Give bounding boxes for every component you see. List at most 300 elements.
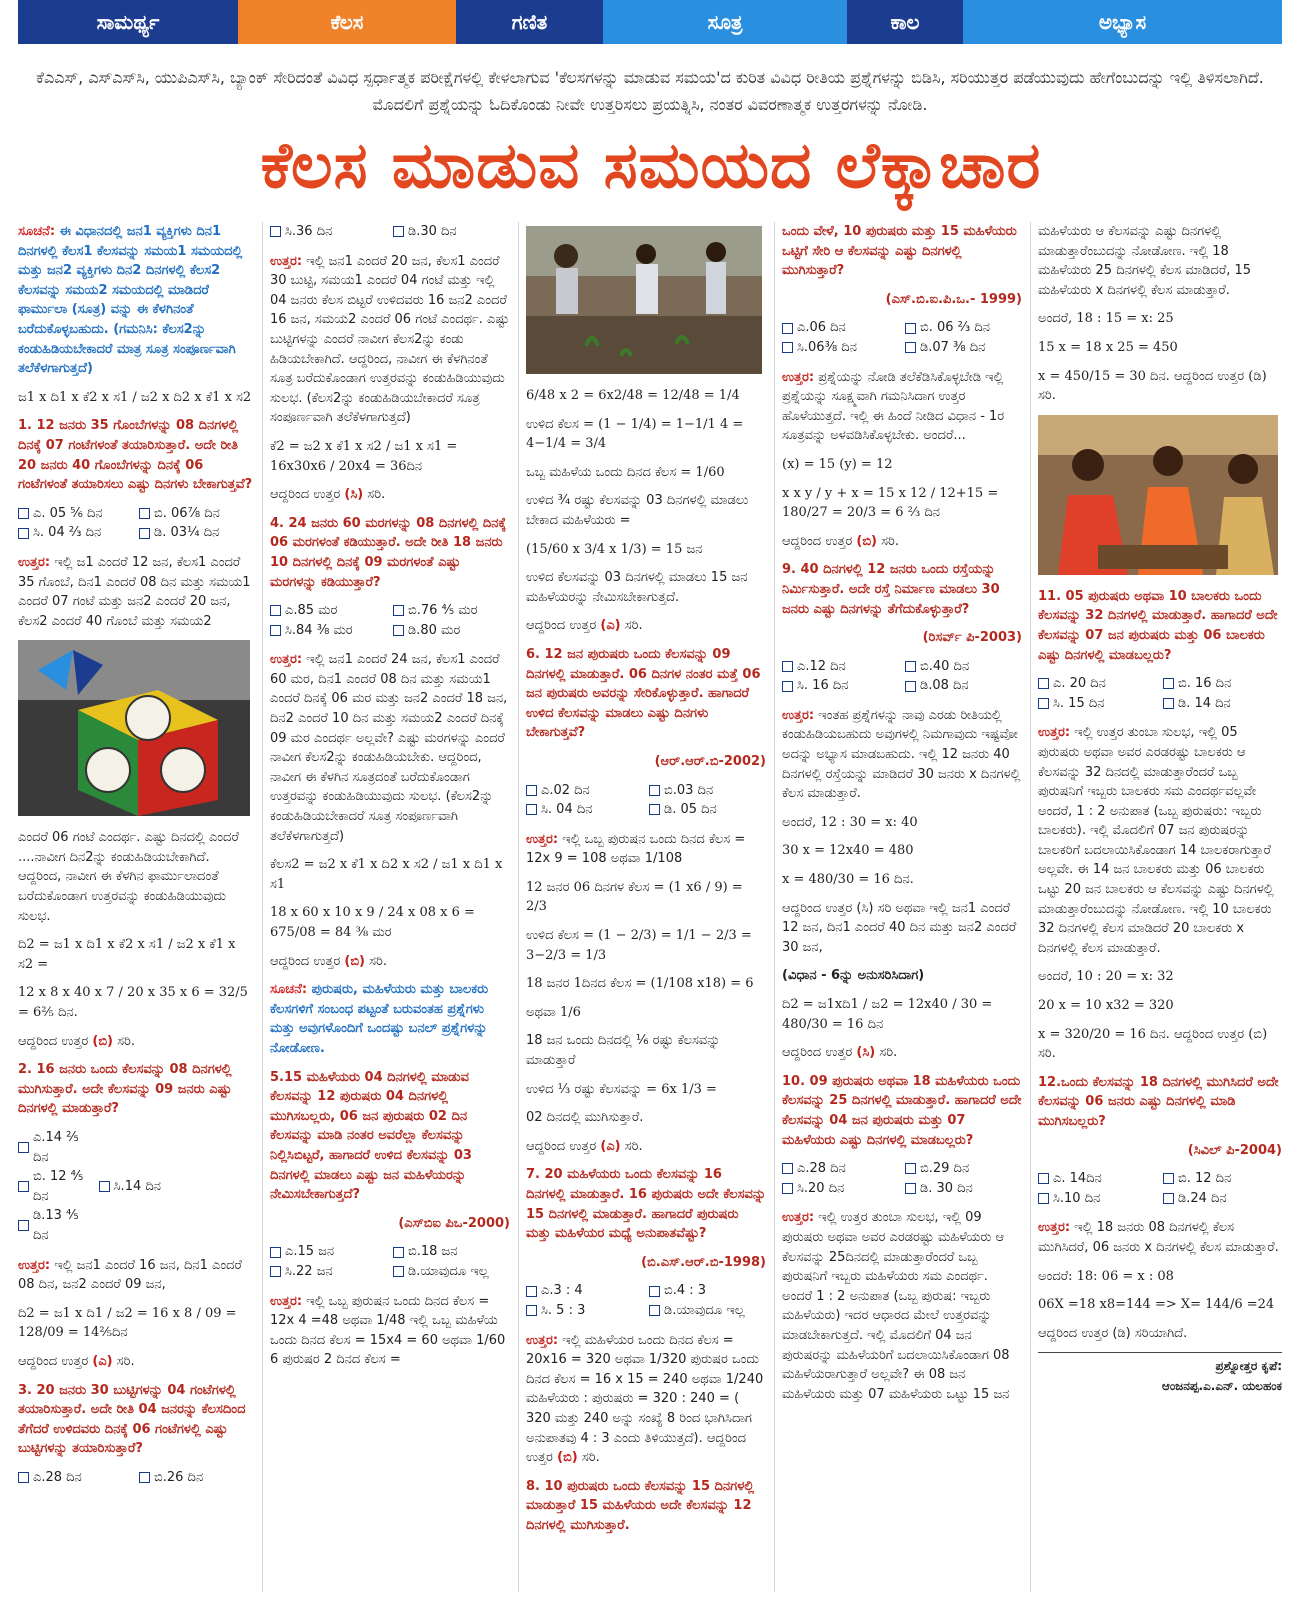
option-label: ಬಿ. 12 ದಿನ <box>1178 1171 1232 1187</box>
question-2: 2. 16 ಜನರು ಒಂದು ಕೆಲಸವನ್ನು 08 ದಿನಗಳಲ್ಲಿ ಮುಗಿಸುತ್ತಾರೆ. ಅದೇ ಕೆಲಸವನ್ನು 09 ಜನರು ಎಷ್ಟು ದಿನಗಳಲ್ಲಿ ಮಾಡುತ್ತಾರೆ? <box>18 1062 232 1117</box>
column-3 <box>526 222 766 1592</box>
answer-text: ಆದ್ದರಿಂದ ಉತ್ತರ (ಸಿ) ಸರಿ ಅಥವಾ ಇಲ್ಲಿ ಜನ1 ಎಂದರೆ 12 ಜನ, ದಿನ1 ಎಂದರೆ 40 ದಿನ ಮತ್ತು ಜನ2 ಎಂದರೆ 30 ಜನ, <box>782 900 1017 955</box>
equation: ಅಥವಾ 1/6 <box>526 1004 581 1020</box>
option-label: ಸಿ. 16 ದಿನ <box>797 678 849 694</box>
option-a[interactable] <box>526 781 643 801</box>
question-6: 6. 12 ಜನ ಪುರುಷರು ಒಂದು ಕೆಲಸವನ್ನು 09 ದಿನಗಳಲ್ಲಿ ಮಾಡುತ್ತಾರೆ. 06 ದಿನಗಳ ನಂತರ ಮತ್ತೆ 06 ಜನ ಪುರುಷರು ಅವರನ್ನು ಸೇರಿಕೊಳ್ಳುತ್ತಾರೆ. ಹಾಗಾದರೆ ಉಳಿದ ಕೆಲಸವನ್ನು ಮಾಡಲು ಎಷ್ಟು ದಿನಗಳು ಬೇಕಾಗುತ್ತವೆ? <box>526 646 761 741</box>
equation: (15/60 x 3/4 x 1/3) = 15 ಜನ <box>526 541 703 557</box>
option-label: ಎ.14 ⅖ ದಿನ <box>33 1130 79 1165</box>
question-source: (ಎಸ್.ಬಿ.ಐ.ಪಿ.ಒ.- 1999) <box>885 291 1022 307</box>
option-label: ಡಿ.ಯಾವುದೂ ಇಲ್ಲ <box>664 1302 745 1318</box>
option-d[interactable] <box>905 1179 1022 1199</box>
answer-text: ಆದ್ದರಿಂದ ಉತ್ತರ <box>270 953 341 969</box>
option-label: ಎ.02 ದಿನ <box>541 782 590 798</box>
answer-text: ಇಲ್ಲಿ ಜನ1 ಎಂದರೆ 16 ಜನ, ದಿನ1 ಎಂದರೆ 08 ದಿನ, ಜನ2 ಎಂದರೆ 09 ಜನ, <box>18 1257 242 1293</box>
option-a[interactable] <box>782 318 899 338</box>
equation: 12 ಜನರ 06 ದಿನಗಳ ಕೆಲಸ = (1 x6 / 9) = 2/3 <box>526 879 743 915</box>
option-d[interactable] <box>393 1262 510 1282</box>
equation: 18 x 60 x 10 x 9 / 24 x 08 x 6 = 675/08 = 84 ⅜ ಮರ <box>270 905 475 940</box>
tab-label: ಗಣಿತ <box>511 10 548 34</box>
option-label: ಬಿ.03 ದಿನ <box>664 782 714 798</box>
options-q9 <box>782 657 1022 696</box>
answer-label: ಉತ್ತರ: <box>782 707 815 723</box>
option-label: ಸಿ. 04 ದಿನ <box>541 802 593 818</box>
checkbox-icon <box>99 1181 110 1192</box>
answer-text: ಇಲ್ಲಿ ಉತ್ತರ ತುಂಬಾ ಸುಲಭ, ಇಲ್ಲಿ 05 ಪುರುಷರು ಅಥವಾ ಅವರ ಎರಡರಷ್ಟು ಬಾಲಕರು ಆ ಕೆಲಸವನ್ನು 32 ದಿನದಲ್ಲಿ ಮಾಡುತ್ತಾರೆಂದರೆ ಒಬ್ಬ ಪುರುಷನಿಗೆ ಇಬ್ಬರು ಬಾಲಕರು ಸಮ ಎಂದರ್ಥವಲ್ಲವೇ ಅಂದರೆ, 1 : 2 ಅನುಪಾತ (ಒಬ್ಬ ಪುರುಷರು: ಇಬ್ಬರು ಬಾಲಕರು). ಇಲ್ಲಿ ಮೊದಲಿಗೆ 07 ಜನ ಪುರುಷರನ್ನು ಬಾಲಕರಿಗೆ ಬದಲಾಯಿಸಿಕೊಂಡಾಗ 14 ಬಾಲಕರಾಗುತ್ತಾರೆ ಅಲ್ಲವೇ. ಈ 14 ಜನ ಬಾಲಕರು ಮತ್ತು 06 ಬಾಲಕರು ಒಟ್ಟು 20 ಜನ ಬಾಲಕರು ಆ ಕೆಲಸವನ್ನು ಎಷ್ಟು ದಿನಗಳಲ್ಲಿ ಮಾಡುತ್ತಾರೆಂಬುದನ್ನು ನೋಡೋಣ. ಇಲ್ಲಿ 10 ಬಾಲಕರು 32 ದಿನಗಳಲ್ಲಿ ಕೆಲಸ ಮಾಡಿದರೆ 20 ಬಾಲಕರು x ದಿನಗಳಲ್ಲಿ ಕೆಲಸ ಮಾಡುತ್ತಾರೆ. <box>1038 725 1274 956</box>
option-label: ಡಿ.08 ದಿನ <box>920 678 969 694</box>
option-b[interactable] <box>649 1281 766 1301</box>
option-label: ಬಿ. 06⅞ ದಿನ <box>154 505 220 521</box>
equation: ದಿ2 = ಜ1 x ದಿ1 / ಜ2 = 16 x 8 / 09 = 128/09 = 14⅖ದಿನ <box>18 1305 237 1341</box>
answer-10 <box>782 1208 1022 1404</box>
answer-conclusion: ಆದ್ದರಿಂದ ಉತ್ತರ (ಸಿ) ಸರಿ. <box>782 1045 898 1061</box>
question-10: 10. 09 ಪುರುಷರು ಅಥವಾ 18 ಮಹಿಳೆಯರು ಒಂದು ಕೆಲಸವನ್ನು 25 ದಿನಗಳಲ್ಲಿ ಮಾಡುತ್ತಾರೆ. ಹಾಗಾದರೆ ಅದೇ ಕೆಲಸವನ್ನು 04 ಜನ ಪುರುಷರು ಮತ್ತು 07 ಮಹಿಳೆಯರು ಎಷ್ಟು ದಿನಗಳಲ್ಲಿ ಮಾಡಬಲ್ಲರು? <box>782 1073 1022 1148</box>
option-label: ಎ. 20 ದಿನ <box>1053 676 1106 692</box>
option-label: ಡಿ.30 ದಿನ <box>408 224 457 239</box>
checkbox-icon <box>1163 1193 1174 1204</box>
checkbox-icon <box>782 342 793 353</box>
question-source: (ರಿಸರ್ವ್ ಪಿ-2003) <box>922 630 1022 646</box>
answer-conclusion: ಆದ್ದರಿಂದ ಉತ್ತರ (ಎ) ಸರಿ. <box>18 1353 135 1369</box>
equation: (x) = 15 (y) = 12 <box>782 456 893 472</box>
option-label: ಸಿ.14 ದಿನ <box>113 1178 161 1194</box>
answer-text: ಪ್ರಶ್ನೆಯನ್ನು ನೋಡಿ ತಲೆಕೆಡಿಸಿಕೊಳ್ಳಬೇಡಿ ಇಲ್ಲಿ ಪ್ರಶ್ನೆಯನ್ನು ಸೂಕ್ಷ್ಮವಾಗಿ ಗಮನಿಸಿದಾಗ ಉತ್ತರ ಹೊಳೆಯುತ್ತದೆ. ಇಲ್ಲಿ ಈ ಹಿಂದೆ ನೀಡಿದ ವಿಧಾನ - 1ರ ಸೂತ್ರವನ್ನು ಅಳವಡಿಸಿಕೊಳ್ಳಬೇಕು. ಅಂದರೆ... <box>782 369 1005 444</box>
question-11: 11. 05 ಪುರುಷರು ಅಥವಾ 10 ಬಾಲಕರು ಒಂದು ಕೆಲಸವನ್ನು 32 ದಿನಗಳಲ್ಲಿ ಮಾಡುತ್ತಾರೆ. ಹಾಗಾದರೆ ಅದೇ ಕೆಲಸವನ್ನು 07 ಜನ ಪುರುಷರು ಮತ್ತು 06 ಬಾಲಕರು ಎಷ್ಟು ದಿನಗಳಲ್ಲಿ ಮಾಡಬಲ್ಲರು? <box>1038 588 1278 663</box>
question-8-cont: ಒಂದು ವೇಳೆ, 10 ಪುರುಷರು ಮತ್ತು 15 ಮಹಿಳೆಯರು ಒಟ್ಟಿಗೆ ಸೇರಿ ಆ ಕೆಲಸವನ್ನು ಎಷ್ಟು ದಿನಗಳಲ್ಲಿ ಮುಗಿಸುತ್ತಾರೆ? <box>782 224 1017 279</box>
note-paragraph <box>270 980 510 1058</box>
option-c[interactable] <box>526 800 643 820</box>
answer-letter: (ಬಿ) <box>344 953 365 969</box>
option-spacer <box>179 1128 254 1167</box>
answer-label: ಉತ್ತರ: <box>18 1257 51 1273</box>
option-d[interactable] <box>905 338 1022 358</box>
answer-text: ಆದ್ದರಿಂದ ಉತ್ತರ <box>782 1045 853 1061</box>
checkbox-icon <box>1038 678 1049 689</box>
checkbox-icon <box>270 226 281 237</box>
answer-text: 18 ಜನ ಒಂದು ದಿನದಲ್ಲಿ ⅙ ರಷ್ಟು ಕೆಲಸವನ್ನು ಮಾಡುತ್ತಾರೆ <box>526 1033 721 1069</box>
checkbox-icon <box>526 1286 537 1297</box>
option-d[interactable] <box>649 1301 766 1321</box>
option-b[interactable] <box>18 1167 93 1206</box>
option-d[interactable] <box>393 222 510 242</box>
clock-cube-image <box>18 640 250 816</box>
answer-1 <box>18 553 254 631</box>
option-label: ಡಿ. 05 ದಿನ <box>664 802 717 818</box>
answer-text: ಇಲ್ಲಿ ಜನ1 ಎಂದರೆ 24 ಜನ, ಕೆಲಸ1 ಎಂದರೆ 60 ಮರ, ದಿನ1 ಎಂದರೆ 08 ದಿನ ಮತ್ತು ಸಮಯ1 ಎಂದರೆ ದಿನಕ್ಕೆ 06 ಮರ ಮತ್ತು ಜನ2 ಎಂದರೆ 18 ಜನ, ದಿನ2 ಎಂದರೆ 10 ದಿನ ಮತ್ತು ಸಮಯ2 ಎಂದರೆ ದಿನಕ್ಕೆ 09 ಮರ ಎಂದರ್ಥ ಅಲ್ಲವೇ? ಎಷ್ಟು ಮರಗಳನ್ನು ಎಂದರೆ ನಾವೀಗ ಕೆಲಸ2ನ್ನು ಕಂಡುಹಿಡಿಯಬೇಕು. ಆದ್ದರಿಂದ, ನಾವೀಗ ಈ ಕೆಳಗಿನ ಸೂತ್ರದಂತೆ ಬರೆದುಕೊಂಡಾಗ ಉತ್ತರವನ್ನು ಕಂಡುಹಿಡಿಯುವುದು ಸುಲಭ. (ಕೆಲಸ2ನ್ನು ಕಂಡುಹಿಡಿಯಬೇಕಾದರೆ ಸೂತ್ರ ಸಂಪೂರ್ಣವಾಗಿ ತಲೆಕೆಳಗಾಗುತ್ತದೆ) <box>270 652 508 844</box>
answer-3 <box>270 252 510 428</box>
tab-kelasa <box>238 0 456 44</box>
option-label: ಎ.85 ಮರ <box>285 603 338 619</box>
checkbox-icon <box>782 323 793 334</box>
gardening-photo <box>526 226 762 374</box>
option-a[interactable] <box>270 601 387 621</box>
option-b[interactable] <box>393 601 510 621</box>
option-label: ಸಿ.22 ಜನ <box>285 1263 333 1279</box>
option-b[interactable] <box>1163 1169 1282 1189</box>
option-label: ಎ.28 ದಿನ <box>797 1161 846 1177</box>
checkbox-icon <box>18 508 29 519</box>
option-d[interactable] <box>139 523 254 543</box>
options-q6 <box>526 781 766 820</box>
column-divider <box>262 222 263 1592</box>
equation: ಅಂದರೆ, 12 : 30 = x: 40 <box>782 814 918 830</box>
checkbox-icon <box>905 661 916 672</box>
equation: ಅಂದರೆ: 18: 06 = x : 08 <box>1038 1268 1174 1284</box>
checkbox-icon <box>18 1142 29 1153</box>
checkbox-icon <box>270 605 281 616</box>
answer-label: ಉತ್ತರ: <box>1038 1220 1071 1236</box>
checkbox-icon <box>270 625 281 636</box>
option-b[interactable] <box>905 1159 1022 1179</box>
tab-label: ಸೂತ್ರ <box>707 10 743 34</box>
checkbox-icon <box>18 1220 29 1231</box>
option-a[interactable] <box>18 504 133 524</box>
option-label: ಸಿ. 15 ದಿನ <box>1053 695 1105 711</box>
equation: ಅಂದರೆ, 10 : 20 = x: 32 <box>1038 969 1174 985</box>
option-a[interactable] <box>782 1159 899 1179</box>
equation: ಉಳಿದ ⅓ ರಷ್ಟು ಕೆಲಸವನ್ನು = 6x 1/3 = <box>526 1081 717 1097</box>
option-label: ಬಿ. 12 ⅘ ದಿನ <box>33 1169 84 1204</box>
option-label: ಸಿ.36 ದಿನ <box>285 224 333 239</box>
answer-letter: (ಬಿ) <box>856 533 877 549</box>
question-12: 12.ಒಂದು ಕೆಲಸವನ್ನು 18 ದಿನಗಳಲ್ಲಿ ಮುಗಿಸಿದರೆ ಅದೇ ಕೆಲಸವನ್ನು 06 ಜನರು ಎಷ್ಟು ದಿನಗಳಲ್ಲಿ ಮಾಡಿ ಮುಗಿಸಬಲ್ಲರು? <box>1038 1074 1279 1129</box>
answer-label: ಉತ್ತರ: <box>526 831 559 847</box>
equation: ಕೆ2 = ಜ2 x ಕೆ1 x ಸ2 / ಜ1 x ಸ1 = 16x30x6 / 20x4 = 36ದಿನ <box>270 438 458 474</box>
option-label: ಬಿ.26 ದಿನ <box>154 1469 204 1485</box>
note-paragraph <box>18 222 254 379</box>
checkbox-icon <box>270 1247 281 1258</box>
equation: x = 480/30 = 16 ದಿನ. <box>782 872 914 888</box>
column-1 <box>18 222 254 1592</box>
answer-4 <box>270 650 510 846</box>
option-d[interactable] <box>905 676 1022 696</box>
tab-kaala <box>847 0 963 44</box>
question-source: (ಬಿ.ಎಸ್.ಆರ್.ಬಿ-1998) <box>641 1254 766 1270</box>
option-label: ಡಿ. 14 ದಿನ <box>1178 695 1231 711</box>
equation: ದಿ2 = ಜ1xದಿ1 / ಜ2 = 12x40 / 30 = 480/30 = 16 ದಿನ <box>782 997 993 1032</box>
option-a[interactable] <box>1038 674 1157 694</box>
option-label: ಡಿ.13 ⅘ ದಿನ <box>33 1208 79 1243</box>
option-b[interactable] <box>905 318 1022 338</box>
checkbox-icon <box>139 528 150 539</box>
option-spacer <box>179 1167 254 1206</box>
answer-label: ಉತ್ತರ: <box>526 1332 559 1348</box>
options-q3 <box>18 1468 254 1488</box>
answer-8 <box>782 368 1022 446</box>
options-q2 <box>18 1128 254 1246</box>
answer-text: ಇಲ್ಲಿ ಜನ1 ಎಂದರೆ 20 ಜನ, ಕೆಲಸ1 ಎಂದರೆ 30 ಬುಟ್ಟಿ, ಸಮಯ1 ಎಂದರೆ 04 ಗಂಟೆ ಮತ್ತು ಇಲ್ಲಿ 04 ಜನರು ಕೆಲಸ ಬಿಟ್ಟರೆ ಉಳಿದವರು 16 ಜನ2 ಎಂದರೆ 16 ಜನ, ಸಮಯ2 ಎಂದರೆ 06 ಗಂಟೆ ಎಂದರ್ಥ. ಎಷ್ಟು ಬುಟ್ಟಿಗಳನ್ನು ಎಂದರೆ ನಾವೀಗ ಕೆಲಸ2ನ್ನು ಕಂಡು ಹಿಡಿಯಬೇಕಾಗಿದೆ. ಆದ್ದರಿಂದ, ನಾವೀಗ ಈ ಕೆಳಗಿನಂತೆ ಸೂತ್ರ ಬರೆದುಕೊಂಡಾಗ ಉತ್ತರವನ್ನು ಕಂಡುಹಿಡಿಯುವುದು ಸುಲಭ. (ಕೆಲಸ2ನ್ನು ಕಂಡುಹಿಡಿಯಬೇಕಾದರೆ ಸೂತ್ರ ಸಂಪೂರ್ಣವಾಗಿ ತಲೆಕೆಳಗಾಗುತ್ತದೆ) <box>270 253 510 426</box>
tab-sutra <box>603 0 847 44</box>
checkbox-icon <box>270 1266 281 1277</box>
equation: x = 450/15 = 30 ದಿನ. ಆದ್ದರಿಂದ ಉತ್ತರ (ಡಿ) ಸರಿ. <box>1038 368 1267 404</box>
credit-block <box>1038 1352 1282 1396</box>
answer-letter: (ಎ) <box>92 1353 113 1369</box>
answer-text: ಇಲ್ಲಿ ಮಹಿಳೆಯರ ಒಂದು ದಿನದ ಕೆಲಸ = 20x16 = 320 ಅಥವಾ 1/320 ಪುರುಷರ ಒಂದು ದಿನದ ಕೆಲಸ = 16 x 15 = 240 ಅಥವಾ 1/240 ಮಹಿಳೆಯರು : ಪುರುಷರು = 320 : 240 = ( 320 ಮತ್ತು 240 ಅನ್ನು ಸಂಖ್ಯೆ 8 ರಿಂದ ಭಾಗಿಸಿದಾಗ ಅನುಪಾತವು 4 : 3 ಎಂದು ತಿಳಿಯುತ್ತದೆ). ಆದ್ದರಿಂದ ಉತ್ತರ <box>526 1332 764 1466</box>
option-d[interactable] <box>1163 694 1282 714</box>
question-source: (ಆರ್.ಆರ್.ಬಿ-2002) <box>654 753 766 769</box>
option-d[interactable] <box>1163 1189 1282 1209</box>
equation: ಉಳಿದ ಕೆಲಸ = (1 − 1/4) = 1−1/1 4 = 4−1/4 = 3/4 <box>526 416 744 452</box>
equation: 12 x 8 x 40 x 7 / 20 x 35 x 6 = 32/5 = 6⅖ ದಿನ. <box>18 985 248 1021</box>
checkbox-icon <box>526 804 537 815</box>
answer-text: ಉಳಿದ ಕೆಲಸವನ್ನು 03 ದಿನಗಳಲ್ಲಿ ಮಾಡಲು 15 ಜನ ಮಹಿಳೆಯರನ್ನು ನೇಮಿಸಬೇಕಾಗುತ್ತದೆ. <box>526 570 748 605</box>
checkbox-icon <box>393 625 404 636</box>
answer-letter: (ಎ) <box>600 1138 621 1154</box>
checkbox-icon <box>139 1472 150 1483</box>
answer-label: ಉತ್ತರ: <box>270 652 303 668</box>
question-4: 4. 24 ಜನರು 60 ಮರಗಳನ್ನು 08 ದಿನಗಳಲ್ಲಿ ದಿನಕ್ಕೆ 06 ಮರಗಳಂತೆ ಕಡಿಯುತ್ತಾರೆ. ಅದೇ ರೀತಿ 18 ಜನರು 10 ದಿನಗಳಲ್ಲಿ ದಿನಕ್ಕೆ 09 ಮರಗಳಂತೆ ಎಷ್ಟು ಮರಗಳನ್ನು ಕಡಿಯುತ್ತಾರೆ? <box>270 515 507 590</box>
option-a[interactable] <box>1038 1169 1157 1189</box>
option-d[interactable] <box>393 621 510 641</box>
option-label: ಬಿ.40 ದಿನ <box>920 658 970 674</box>
checkbox-icon <box>526 785 537 796</box>
equation: ದಿ2 = ಜ1 x ದಿ1 x ಕೆ2 x ಸ1 / ಜ2 x ಕೆ1 x ಸ2 = <box>18 937 236 972</box>
option-label: ಬಿ.18 ಜನ <box>408 1244 458 1260</box>
checkbox-icon <box>905 342 916 353</box>
checkbox-icon <box>393 1266 404 1277</box>
option-label: ಸಿ. 5 : 3 <box>541 1302 586 1318</box>
checkbox-icon <box>649 785 660 796</box>
option-label: ಸಿ.06⅜ ದಿನ <box>797 339 857 355</box>
credit-name: ಆಂಜನಪ್ಪ.ಎ.ಎನ್. ಯಲಹಂಕ <box>1161 1378 1282 1393</box>
option-c[interactable] <box>99 1167 174 1206</box>
checkbox-icon <box>905 1183 916 1194</box>
question-source: (ಸಿವಿಲ್ ಪಿ-2004) <box>1187 1142 1282 1158</box>
answer-text: ಆದ್ದರಿಂದ ಉತ್ತರ <box>18 1353 89 1369</box>
column-4 <box>782 222 1022 1592</box>
equation: 15 x = 18 x 25 = 450 <box>1038 339 1178 355</box>
checkbox-icon <box>905 1163 916 1174</box>
equation: ಕೆಲಸ2 = ಜ2 x ಕೆ1 x ದಿ2 x ಸ2 / ಜ1 x ದಿ1 x ಸ1 <box>270 857 503 892</box>
checkbox-icon <box>18 1472 29 1483</box>
answer-label: ಉತ್ತರ: <box>782 1210 815 1226</box>
option-label: ಸಿ.84 ⅜ ಮರ <box>285 622 353 638</box>
options-q11 <box>1038 674 1282 713</box>
checkbox-icon <box>18 528 29 539</box>
answer-text: ಮಹಿಳೆಯರು ಆ ಕೆಲಸವನ್ನು ಎಷ್ಟು ದಿನಗಳಲ್ಲಿ ಮಾಡುತ್ತಾರೆಂಬುದನ್ನು ನೋಡೋಣ. ಇಲ್ಲಿ 18 ಮಹಿಳೆಯರು 25 ದಿನಗಳಲ್ಲಿ ಕೆಲಸ ಮಾಡಿದರೆ, 15 ಮಹಿಳೆಯರು x ದಿನಗಳಲ್ಲಿ ಕೆಲಸ ಮಾಡುತ್ತಾರೆ. <box>1038 224 1252 298</box>
question-3: 3. 20 ಜನರು 30 ಬುಟ್ಟಿಗಳನ್ನು 04 ಗಂಟೆಗಳಲ್ಲಿ ತಯಾರಿಸುತ್ತಾರೆ. ಅದೇ ರೀತಿ 04 ಜನರನ್ನು ಕೆಲಸದಿಂದ ತೆಗೆದರೆ ಉಳಿದವರು ದಿನಕ್ಕೆ 06 ಗಂಟೆಗಳಲ್ಲಿ ಎಷ್ಟು ಬುಟ್ಟಿಗಳನ್ನು ತಯಾರಿಸುತ್ತಾರೆ? <box>18 1382 246 1457</box>
checkbox-icon <box>1163 698 1174 709</box>
options-q5 <box>270 1242 510 1281</box>
formula: ಜ1 x ದಿ1 x ಕೆ2 x ಸ1 / ಜ2 x ದಿ2 x ಕೆ1 x ಸ2 <box>18 389 252 405</box>
question-9: 9. 40 ದಿನಗಳಲ್ಲಿ 12 ಜನರು ಒಂದು ರಸ್ತೆಯನ್ನು ನಿರ್ಮಿಸುತ್ತಾರೆ. ಅದೇ ರಸ್ತೆ ನಿರ್ಮಾಣ ಮಾಡಲು 30 ಜನರು ಎಷ್ಟು ದಿನಗಳನ್ನು ತೆಗೆದುಕೊಳ್ಳುತ್ತಾರೆ? <box>782 562 1000 617</box>
option-c[interactable] <box>270 621 387 641</box>
checkbox-icon <box>1038 1173 1049 1184</box>
answer-2 <box>18 1256 254 1295</box>
checkbox-icon <box>905 681 916 692</box>
options-q10 <box>782 1159 1022 1198</box>
column-divider <box>518 222 519 1592</box>
note-text: ಪುರುಷರು, ಮಹಿಳೆಯರು ಮತ್ತು ಬಾಲಕರು ಕೆಲಸಗಳಿಗೆ ಸಂಬಂಧ ಪಟ್ಟಂತೆ ಬರುವಂತಹ ಪ್ರಶ್ನೆಗಳು ಮತ್ತು ಅವುಗಳೊಂದಿಗೆ ಒಂದಷ್ಟು ಬನಲ್ ಪ್ರಶ್ನೆಗಳನ್ನು ನೋಡೋಣ. <box>270 982 489 1056</box>
answer-text: ಆದ್ದರಿಂದ ಉತ್ತರ <box>18 1033 89 1049</box>
option-a[interactable] <box>782 657 899 677</box>
answer-text: ಆದ್ದರಿಂದ ಉತ್ತರ <box>782 533 853 549</box>
answer-text: ಇಲ್ಲಿ ಒಬ್ಬ ಪುರುಷನ ಒಂದು ದಿನದ ಕೆಲಸ = 12x 9 = 108 ಅಥವಾ 1/108 <box>526 831 746 867</box>
options-q12 <box>1038 1169 1282 1208</box>
answer-label: ಉತ್ತರ: <box>270 1293 303 1309</box>
answer-conclusion: ಆದ್ದರಿಂದ ಉತ್ತರ (ಬಿ) ಸರಿ. <box>270 953 388 969</box>
answer-6 <box>526 830 766 869</box>
answer-9 <box>782 706 1022 804</box>
answer-text: ಉಳಿದ ¾ ರಷ್ಟು ಕೆಲಸವನ್ನು 03 ದಿನಗಳಲ್ಲಿ ಮಾಡಲು ಬೇಕಾದ ಮಹಿಳೆಯರು = <box>526 493 749 528</box>
option-c[interactable] <box>782 1179 899 1199</box>
section-tab-bar <box>18 0 1282 44</box>
answer-conclusion: ಆದ್ದರಿಂದ ಉತ್ತರ (ಬಿ) ಸರಿ. <box>782 533 900 549</box>
checkbox-icon <box>18 1181 29 1192</box>
answer-11 <box>1038 723 1282 958</box>
checkbox-icon <box>1038 1193 1049 1204</box>
checkbox-icon <box>782 1163 793 1174</box>
answer-text: ಆದ್ದರಿಂದ ಉತ್ತರ <box>526 1138 597 1154</box>
option-b[interactable] <box>905 657 1022 677</box>
answer-letter: (ಸಿ) <box>344 487 364 503</box>
option-b[interactable] <box>1163 674 1282 694</box>
options-q1 <box>18 504 254 543</box>
tab-abhyasa <box>963 0 1282 44</box>
answer-5 <box>270 1292 510 1370</box>
equation: x = 320/20 = 16 ದಿನ. ಆದ್ದರಿಂದ ಉತ್ತರ (ಬಿ) ಸರಿ. <box>1038 1026 1268 1062</box>
option-label: ಸಿ. 04 ⅔ ದಿನ <box>33 525 102 541</box>
question-1: 1. 12 ಜನರು 35 ಗೊಂಬೆಗಳನ್ನು 08 ದಿನಗಳಲ್ಲಿ ದಿನಕ್ಕೆ 07 ಗಂಟೆಗಳಂತೆ ತಯಾರಿಸುತ್ತಾರೆ. ಅದೇ ರೀತಿ 20 ಜನರು 40 ಗೊಂಬೆಗಳನ್ನು ದಿನಕ್ಕೆ 06 ಗಂಟೆಗಳಂತೆ ತಯಾರಿಸಲು ಎಷ್ಟು ದಿನಗಳು ಬೇಕಾಗುತ್ತವೆ? <box>18 418 253 493</box>
option-c[interactable] <box>18 523 133 543</box>
question-8: 8. 10 ಪುರುಷರು ಒಂದು ಕೆಲಸವನ್ನು 15 ದಿನಗಳಲ್ಲಿ ಮಾಡುತ್ತಾರೆ 15 ಮಹಿಳೆಯರು ಅದೇ ಕೆಲಸವನ್ನು 12 ದಿನಗಳಲ್ಲಿ ಮುಗಿಸುತ್ತಾರೆ. <box>526 1478 755 1533</box>
option-label: ಎ. 14ದಿನ <box>1053 1171 1102 1187</box>
option-label: ಡಿ. 03¼ ದಿನ <box>154 525 220 541</box>
option-label: ಡಿ.24 ದಿನ <box>1178 1190 1227 1206</box>
option-label: ಸಿ.20 ದಿನ <box>797 1180 845 1196</box>
option-c[interactable] <box>782 676 899 696</box>
answer-text: ಇಲ್ಲಿ ಉತ್ತರ ತುಂಬಾ ಸುಲಭ, ಇಲ್ಲಿ 09 ಪುರುಷರು ಅಥವಾ ಅವರ ಎರಡರಷ್ಟು ಮಹಿಳೆಯರು ಆ ಕೆಲಸವನ್ನು 25ದಿನದಲ್ಲಿ ಮಾಡುತ್ತಾರೆಂದರೆ ಒಬ್ಬ ಪುರುಷನಿಗೆ ಇಬ್ಬರು ಮಹಿಳೆಯರು ಸಮ ಎಂದರ್ಥ. ಅಂದರೆ 1 : 2 ಅನುಪಾತ (ಒಬ್ಬ ಪುರುಷ: ಇಬ್ಬರು ಮಹಿಳೆಯರು) ಇದರ ಆಧಾರದ ಮೇಲೆ ಉತ್ತರವನ್ನು ಮಾಡಬೇಕಾಗುತ್ತದೆ. ಇಲ್ಲಿ ಮೊದಲಿಗೆ 04 ಜನ ಪುರುಷರನ್ನು ಮಹಿಳೆಯರಿಗೆ ಬದಲಾಯಿಸಿಕೊಂಡಾಗ 08 ಮಹಿಳೆಯರಾಗುತ್ತಾರೆ ಅಲ್ಲವೇ? ಈ 08 ಜನ ಮಹಿಳೆಯರು ಮತ್ತು 07 ಮಹಿಳೆಯರು ಒಟ್ಟು 15 ಜನ <box>782 1210 1010 1402</box>
checkbox-icon <box>905 323 916 334</box>
checkbox-icon <box>139 508 150 519</box>
tab-label: ಸಾಮರ್ಥ್ಯ <box>96 10 160 34</box>
checkbox-icon <box>649 1305 660 1316</box>
option-c[interactable] <box>270 1262 387 1282</box>
page-headline: ಕೆಲಸ ಮಾಡುವ ಸಮಯದ ಲೆಕ್ಕಾಚಾರ <box>260 128 1042 203</box>
equation: 30 x = 12x40 = 480 <box>782 843 914 859</box>
answer-text: ಇಲ್ಲಿ 18 ಜನರು 08 ದಿನಗಳಲ್ಲಿ ಕೆಲಸ ಮುಗಿಸಿದರೆ, 06 ಜನರು x ದಿನಗಳಲ್ಲಿ ಕೆಲಸ ಮಾಡುತ್ತಾರೆ. <box>1038 1220 1279 1255</box>
column-2 <box>270 222 510 1592</box>
option-c[interactable] <box>782 338 899 358</box>
checkbox-icon <box>649 804 660 815</box>
tab-label: ಕಾಲ <box>890 10 920 34</box>
answer-7: ಉತ್ತರ: ಇಲ್ಲಿ ಮಹಿಳೆಯರ ಒಂದು ದಿನದ ಕೆಲಸ = 20x16 = 320 ಅಥವಾ 1/320 ಪುರುಷರ ಒಂದು ದಿನದ ಕೆಲಸ = 16 x 15 = 240 ಅಥವಾ 1/240 ಮಹಿಳೆಯರು : ಪುರುಷರು = 320 : 240 = ( 320 ಮತ್ತು 240 ಅನ್ನು ಸಂಖ್ಯೆ 8 ರಿಂದ ಭಾಗಿಸಿದಾಗ ಅನುಪಾತವು 4 : 3 ಎಂದು ತಿಳಿಯುತ್ತದೆ). ಆದ್ದರಿಂದ ಉತ್ತರ (ಬಿ) ಸರಿ. <box>526 1332 764 1466</box>
tab-label: ಕೆಲಸ <box>330 10 364 34</box>
option-b[interactable] <box>139 1468 254 1488</box>
answer-text: (ವಿಧಾನ - 6ನ್ನು ಅನುಸರಿಸಿದಾಗ) <box>782 968 925 984</box>
tab-samarthya <box>18 0 238 44</box>
options-q7 <box>526 1281 766 1320</box>
checkbox-icon <box>526 1305 537 1316</box>
note-label: ಸೂಚನೆ: <box>270 982 308 998</box>
women-working-photo <box>1038 415 1278 575</box>
tab-label: ಅಭ್ಯಾಸ <box>1098 10 1147 34</box>
tab-ganita <box>456 0 603 44</box>
checkbox-icon <box>649 1286 660 1297</box>
answer-conclusion: ಆದ್ದರಿಂದ ಉತ್ತರ (ಡಿ) ಸರಿಯಾಗಿದೆ. <box>1038 1325 1188 1341</box>
option-b[interactable] <box>139 504 254 524</box>
option-d[interactable] <box>18 1206 93 1245</box>
option-label: ಸಿ.10 ದಿನ <box>1053 1190 1101 1206</box>
answer-conclusion: ಆದ್ದರಿಂದ ಉತ್ತರ (ಎ) ಸರಿ. <box>526 618 643 634</box>
credit-label: ಪ್ರಶ್ನೋತ್ತರ ಕೃಪೆ: <box>1215 1359 1282 1374</box>
option-label: ಎ. 05 ⅚ ದಿನ <box>33 505 103 521</box>
answer-text: ಇಲ್ಲಿ ಜ1 ಎಂದರೆ 12 ಜನ, ಕೆಲಸ1 ಎಂದರೆ 35 ಗೊಂಬೆ, ದಿನ1 ಎಂದರೆ 08 ದಿನ ಮತ್ತು ಸಮಯ1 ಎಂದರೆ 07 ಗಂಟೆ ಮತ್ತು ಜನ2 ಎಂದರೆ 20 ಜನ, ಕೆಲಸ2 ಎಂದರೆ 40 ಗೊಂಬೆ ಮತ್ತು ಸಮಯ2 <box>18 554 251 629</box>
checkbox-icon <box>782 1183 793 1194</box>
column-divider <box>774 222 775 1592</box>
option-c[interactable] <box>1038 694 1157 714</box>
option-a[interactable] <box>18 1468 133 1488</box>
options-q4 <box>270 601 510 640</box>
checkbox-icon <box>393 226 404 237</box>
options-q8 <box>782 318 1022 357</box>
option-a[interactable] <box>18 1128 93 1167</box>
option-b[interactable] <box>649 781 766 801</box>
question-5: 5.15 ಮಹಿಳೆಯರು 04 ದಿನಗಳಲ್ಲಿ ಮಾಡುವ ಕೆಲಸವನ್ನು 12 ಪುರುಷರು 04 ದಿನಗಳಲ್ಲಿ ಮುಗಿಸಬಲ್ಲರು, 06 ಜನ ಪುರುಷರು 02 ದಿನ ಕೆಲಸವನ್ನು ಮಾಡಿ ನಂತರ ಅವರೆಲ್ಲಾ ಕೆಲಸವನ್ನು ನಿಲ್ಲಿಸಿಬಿಟ್ಟರೆ, ಹಾಗಾದರೆ ಉಳಿದ ಕೆಲಸವನ್ನು 03 ದಿನಗಳಲ್ಲಿ ಮಾಡಲು ಎಷ್ಟು ಜನ ಮಹಿಳೆಯರನ್ನು ನೇಮಿಸಬೇಕಾಗುತ್ತದೆ? <box>270 1069 472 1203</box>
answer-letter: (ಸಿ) <box>856 1045 876 1061</box>
answer-text: 02 ದಿನದಲ್ಲಿ ಮುಗಿಸುತ್ತಾರೆ. <box>526 1110 644 1126</box>
option-label: ಡಿ.ಯಾವುದೂ ಇಲ್ಲ <box>408 1263 489 1279</box>
answer-text: ಇಲ್ಲಿ ಒಬ್ಬ ಪುರುಷನ ಒಂದು ದಿನದ ಕೆಲಸ = 12x 4 =48 ಅಥವಾ 1/48 ಇಲ್ಲಿ ಒಬ್ಬ ಮಹಿಳೆಯ ಒಂದು ದಿನದ ಕೆಲಸ = 15x4 = 60 ಅಥವಾ 1/60 6 ಪುರುಷರ 2 ದಿನದ ಕೆಲಸ = <box>270 1293 506 1368</box>
checkbox-icon <box>1163 678 1174 689</box>
checkbox-icon <box>782 681 793 692</box>
question-source: (ಎಸ್‌ಬಿಐ ಪಿಒ-2000) <box>398 1215 510 1231</box>
intro-paragraph: ಕೆಎಎಸ್, ಎಸ್‌ಎಸ್‌ಸಿ, ಯುಪಿಎಸ್‌ಸಿ, ಬ್ಯಾಂಕ್ ಸೇರಿದಂತೆ ವಿವಿಧ ಸ್ಪರ್ಧಾತ್ಮಕ ಪರೀಕ್ಷೆಗಳಲ್ಲಿ ಕೇಳಲಾಗುವ 'ಕೆಲಸಗಳನ್ನು ಮಾಡುವ ಸಮಯ'ದ ಕುರಿತ ವಿವಿಧ ರೀತಿಯ ಪ್ರಶ್ನೆಗಳನ್ನು ಬಿಡಿಸಿ, ಸರಿಯುತ್ತರ ಪಡೆಯುವುದು ಹೇಗೆಂಬುದನ್ನು ಇಲ್ಲಿ ತಿಳಿಸಲಾಗಿದೆ. ಮೊದಲಿಗೆ ಪ್ರಶ್ನೆಯನ್ನು ಓದಿಕೊಂಡು ನೀವೇ ಉತ್ತರಿಸಲು ಪ್ರಯತ್ನಿಸಿ, ನಂತರ ವಿವರಣಾತ್ಮಕ ಉತ್ತರಗಳನ್ನು ನೋಡಿ. <box>36 68 1264 114</box>
answer-label: ಉತ್ತರ: <box>782 369 815 385</box>
answer-text: ಆದ್ದರಿಂದ ಉತ್ತರ <box>270 487 341 503</box>
option-spacer <box>99 1128 174 1167</box>
option-c[interactable] <box>526 1301 643 1321</box>
answer-letter: (ಬಿ) <box>92 1033 113 1049</box>
option-a[interactable] <box>526 1281 643 1301</box>
option-c[interactable] <box>270 222 387 242</box>
option-label: ಬಿ. 06 ⅔ ದಿನ <box>920 320 991 336</box>
equation: 20 x = 10 x32 = 320 <box>1038 998 1174 1014</box>
option-d[interactable] <box>649 800 766 820</box>
answer-letter: (ಬಿ) <box>557 1450 578 1466</box>
option-label: ಎ.06 ದಿನ <box>797 320 846 336</box>
equation: ಉಳಿದ ಕೆಲಸ = (1 − 2/3) = 1/1 − 2/3 = 3−2/3 = 1/3 <box>526 928 752 963</box>
column-5 <box>1038 222 1282 1592</box>
question-7: 7. 20 ಮಹಿಳೆಯರು ಒಂದು ಕೆಲಸವನ್ನು 16 ದಿನಗಳಲ್ಲಿ ಮಾಡುತ್ತಾರೆ. 16 ಪುರುಷರು ಅದೇ ಕೆಲಸವನ್ನು 15 ದಿನಗಳಲ್ಲಿ ಮಾಡುತ್ತಾರೆ. ಹಾಗಾದರೆ ಪುರುಷರು ಮತ್ತು ಮಹಿಳೆಯರ ಮಧ್ಯೆ ಅನುಪಾತವೆಷ್ಟು? <box>526 1167 766 1242</box>
equation: 6/48 x 2 = 6x2/48 = 12/48 = 1/4 <box>526 388 740 403</box>
option-label: ಎ.28 ದಿನ <box>33 1469 82 1485</box>
answer-conclusion: ಆದ್ದರಿಂದ ಉತ್ತರ (ಸಿ) ಸರಿ. <box>270 487 386 503</box>
option-label: ಡಿ.80 ಮರ <box>408 622 461 638</box>
answer-12 <box>1038 1218 1282 1257</box>
checkbox-icon <box>1038 698 1049 709</box>
checkbox-icon <box>1163 1173 1174 1184</box>
column-divider <box>1030 222 1031 1592</box>
equation: ಒಬ್ಬ ಮಹಿಳೆಯ ಒಂದು ದಿನದ ಕೆಲಸ = 1/60 <box>526 464 725 480</box>
checkbox-icon <box>782 661 793 672</box>
answer-conclusion: ಆದ್ದರಿಂದ ಉತ್ತರ (ಬಿ) ಸರಿ. <box>18 1033 136 1049</box>
option-c[interactable] <box>1038 1189 1157 1209</box>
options-q3-cont <box>270 222 510 242</box>
answer-text: ಇಂತಹ ಪ್ರಶ್ನೆಗಳನ್ನು ನಾವು ಎರಡು ರೀತಿಯಲ್ಲಿ ಕಂಡುಹಿಡಿಯಬಹುದು ಅವುಗಳಲ್ಲಿ ನಿಮಗಾವುದು ಇಷ್ಟವೋ ಅದನ್ನು ಅಭ್ಯಾಸ ಮಾಡಬಹುದು. ಇಲ್ಲಿ 12 ಜನರು 40 ದಿನಗಳಲ್ಲಿ ರಸ್ತೆಯನ್ನು ಮಾಡಿದರೆ 30 ಜನರು x ದಿನಗಳಲ್ಲಿ ಕೆಲಸ ಮಾಡುತ್ತಾರೆ. <box>782 707 1021 802</box>
option-a[interactable] <box>270 1242 387 1262</box>
equation: ಅಂದರೆ, 18 : 15 = x: 25 <box>1038 311 1174 327</box>
option-label: ಬಿ.4 : 3 <box>664 1283 707 1299</box>
answer-letter: (ಎ) <box>600 618 621 634</box>
answer-label: ಉತ್ತರ: <box>270 253 303 269</box>
note-label: ಸೂಚನೆ: <box>18 224 56 239</box>
option-label: ಬಿ. 16 ದಿನ <box>1178 676 1232 692</box>
note-text: ಈ ವಿಧಾನದಲ್ಲಿ ಜನ1 ವ್ಯಕ್ತಿಗಳು ದಿನ1 ದಿನಗಳಲ್ಲಿ ಕೆಲಸ1 ಕೆಲಸವನ್ನು ಸಮಯ1 ಸಮಯದಲ್ಲಿ ಮತ್ತು ಜನ2 ವ್ಯಕ್ತಿಗಳು ದಿನ2 ದಿನಗಳಲ್ಲಿ ಕೆಲಸ2 ಕೆಲಸವನ್ನು ಸಮಯ2 ಸಮಯದಲ್ಲಿ ಮಾಡಿದರೆ ಫಾರ್ಮುಲಾ (ಸೂತ್ರ) ವನ್ನು ಈ ಕೆಳಗಿನಂತೆ ಬರೆದುಕೊಳ್ಳಬಹುದು. (ಗಮನಿಸಿ: ಕೆಲಸ2ನ್ನು ಕಂಡುಹಿಡಿಯಬೇಕಾದರೆ ಮಾತ್ರ ಸೂತ್ರ ಸಂಪೂರ್ಣವಾಗಿ ತಲೆಕೆಳಗಾಗುತ್ತದೆ) <box>18 224 243 377</box>
option-label: ಎ.3 : 4 <box>541 1283 583 1299</box>
option-b[interactable] <box>393 1242 510 1262</box>
equation: 18 ಜನರ 1ದಿನದ ಕೆಲಸ = (1/108 x18) = 6 <box>526 976 754 992</box>
